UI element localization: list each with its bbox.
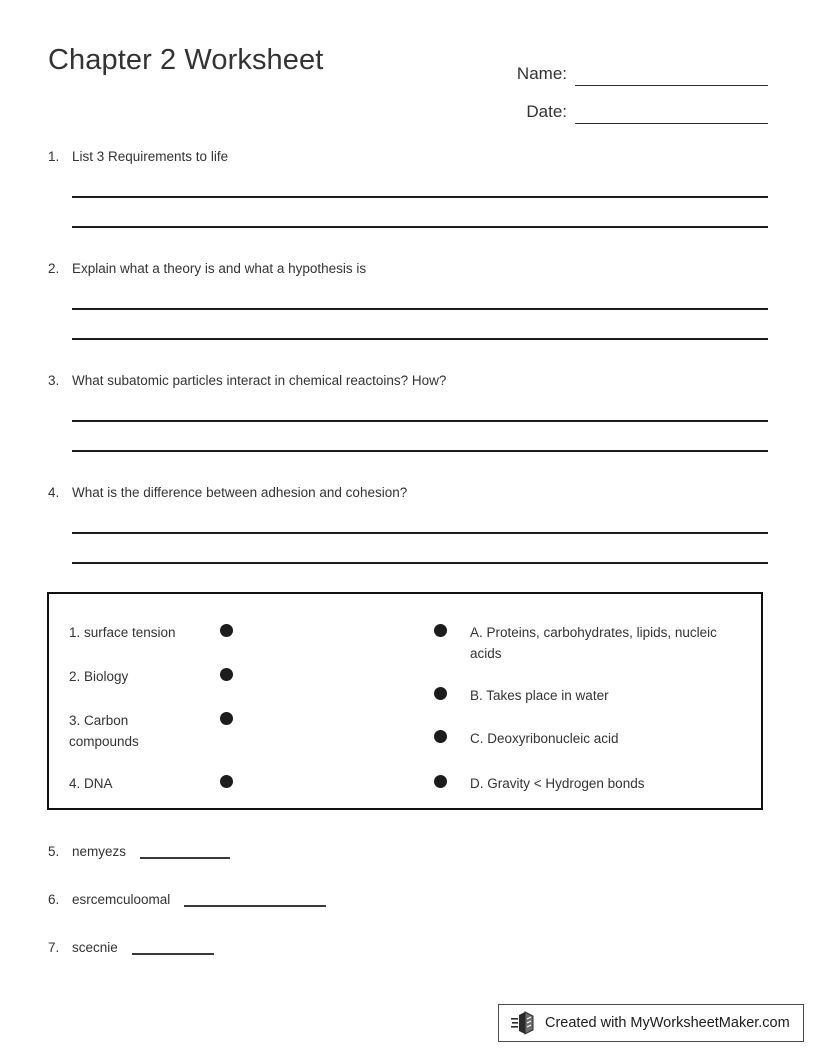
matching-right-dot-d[interactable] [434,775,447,788]
answer-line-1a[interactable] [72,196,768,198]
matching-right-dot-a[interactable] [434,624,447,637]
question-number-4: 4. [48,485,60,500]
scramble-number-6: 6. [48,892,60,907]
answer-line-2a[interactable] [72,308,768,310]
date-input-line[interactable] [575,101,768,124]
scramble-item-6 [48,891,326,907]
question-prompt-1: List 3 Requirements to life [72,149,229,164]
question-text-4 [48,484,768,502]
matching-right-item-c: C. Deoxyribonucleic acid [470,731,619,746]
scramble-word-6: esrcemculoomal [72,892,171,907]
matching-left-dot-2[interactable] [220,668,233,681]
matching-left-dot-4[interactable] [220,775,233,788]
scramble-number-7: 7. [48,940,60,955]
question-prompt-3: What subatomic particles interact in chemical reactoins? How? [72,373,447,388]
name-date-group [458,48,768,124]
matching-left-column [49,594,389,808]
name-input-line[interactable] [575,63,768,86]
question-block-2 [48,260,768,278]
date-label: Date: [526,102,567,121]
scramble-answer-line-6[interactable] [184,891,326,907]
answer-line-3a[interactable] [72,420,768,422]
matching-right-item-a: A. Proteins, carbohydrates, lipids, nucleic acids [470,625,717,661]
matching-right-dot-b[interactable] [434,687,447,700]
question-text-2 [48,260,768,278]
scramble-item-7 [48,939,214,955]
matching-right-item-b: B. Takes place in water [470,688,609,703]
matching-right-dot-c[interactable] [434,730,447,743]
question-number-2: 2. [48,261,60,276]
scramble-item-5 [48,843,230,859]
worksheet-header [48,44,768,124]
name-row [458,48,768,86]
matching-exercise-box [47,592,763,810]
matching-right-column [424,594,761,808]
matching-left-item-2: 2. Biology [69,669,129,684]
name-label: Name: [516,64,567,83]
question-block-4 [48,484,768,502]
answer-line-4a[interactable] [72,532,768,534]
matching-right-item-d: D. Gravity < Hydrogen bonds [470,776,645,791]
question-block-1 [48,148,768,166]
scramble-number-5: 5. [48,844,60,859]
matching-left-dot-3[interactable] [220,712,233,725]
question-prompt-2: Explain what a theory is and what a hypothesis is [72,261,367,276]
question-prompt-4: What is the difference between adhesion and cohesion? [72,485,408,500]
matching-left-item-1: 1. surface tension [69,625,176,640]
footer-attribution-text: Created with MyWorksheetMaker.com [545,1015,790,1031]
matching-left-dot-1[interactable] [220,624,233,637]
scramble-answer-line-5[interactable] [140,843,230,859]
answer-line-4b[interactable] [72,562,768,564]
question-number-1: 1. [48,149,60,164]
scramble-word-5: nemyezs [72,844,127,859]
question-block-3 [48,372,768,390]
worksheet-maker-logo-icon [511,1011,537,1035]
answer-line-3b[interactable] [72,450,768,452]
scramble-word-7: scecnie [72,940,118,955]
scramble-answer-line-7[interactable] [132,939,214,955]
question-text-3 [48,372,768,390]
matching-left-item-3: 3. Carbon compounds [69,713,139,749]
page-title: Chapter 2 Worksheet [48,44,324,76]
question-text-1 [48,148,768,166]
matching-left-item-4: 4. DNA [69,776,113,791]
date-row [458,86,768,124]
answer-line-2b[interactable] [72,338,768,340]
answer-line-1b[interactable] [72,226,768,228]
footer-attribution-badge[interactable] [498,1004,804,1042]
question-number-3: 3. [48,373,60,388]
